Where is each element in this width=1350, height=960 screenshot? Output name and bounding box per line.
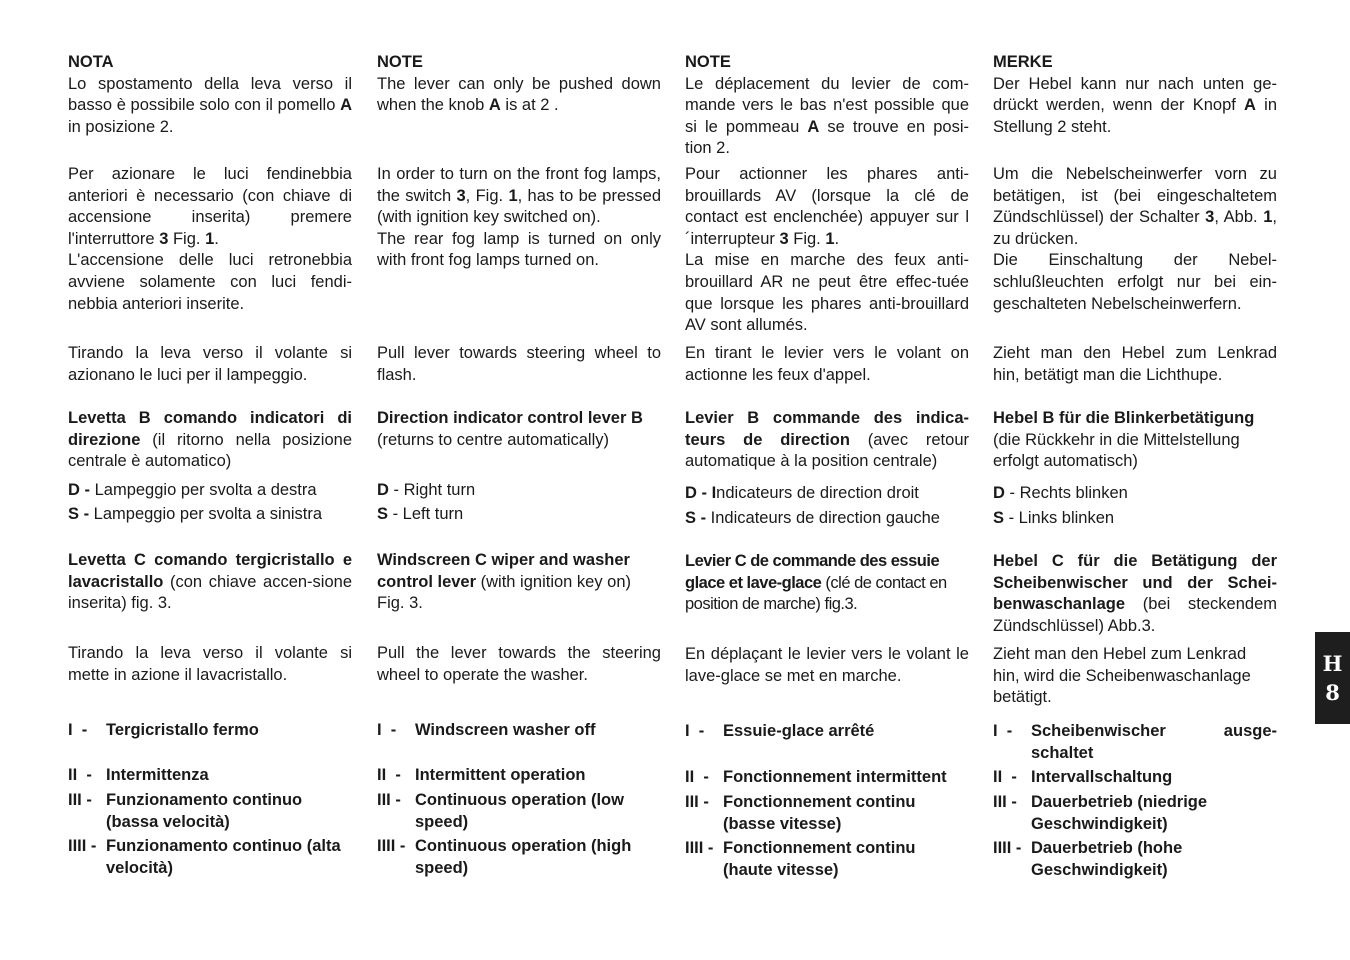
wiper-lever-text: Levier C de commande des essuie glace et lave-glace (clé de contact en position de marche) fig.3. — [685, 552, 947, 614]
rear-fog-text: The rear fog lamp is turned on only with front fog lamps turned on. — [377, 229, 661, 270]
wiper-lever-title: Levier C de commande des essuie glace et lave-glace — [685, 552, 940, 592]
left-turn-item: S - Links blinken — [993, 509, 1115, 527]
indicator-lever-text: Levetta B comando indicatori di direzione (il ritorno nella posizione centrale è automatico) — [68, 409, 352, 471]
position-item: I - Windscreen washer off — [377, 721, 596, 739]
rear-fog-text: Die Einschaltung der Nebel-schlußleuchten erfolgt nur bei ein-geschalteten Nebelscheinwerfern. — [993, 251, 1277, 313]
position-item: II - Fonctionnement intermittent — [685, 768, 947, 786]
note-block: NOTE The lever can only be pushed down when the knob A is at 2 . — [377, 53, 661, 115]
indicator-lever-text: Levier B commande des indica-teurs de direction (avec retour automatique à la position centrale) — [685, 409, 969, 471]
note-title: NOTE — [377, 53, 423, 71]
flash-text: Zieht man den Hebel zum Lenkrad hin, betätigt man die Lichthupe. — [993, 344, 1277, 384]
right-turn-item: D - Rechts blinken — [993, 484, 1128, 502]
position-item: III - Funzionamento continuo (bassa velocità) — [68, 791, 303, 831]
flash-text: Tirando la leva verso il volante si azionano le luci per il lampeggio. — [68, 344, 352, 384]
left-turn-item: S - Indicateurs de direction gauche — [685, 509, 940, 527]
indicator-lever-title: Direction indicator control lever B — [377, 409, 643, 427]
indicator-lever-title: Hebel B für die Blinkerbetätigung — [993, 409, 1255, 427]
washer-text: Zieht man den Hebel zum Lenkrad hin, wird die Scheibenwaschanlage betätigt. — [993, 645, 1251, 707]
note-title: MERKE — [993, 53, 1053, 71]
fog-lamps-text: Pour actionner les phares anti-brouillards AV (lorsque la clé de contact est enclenchée) appuyer sur l´interrupteur 3 Fig. 1. La mise en marche des feux anti-brouillard AR ne peut être effec-tuée que lorsque les phares anti-brouillard AV sont allumés. — [685, 165, 969, 335]
position-item: IIII - Funzionamento continuo (alta velocità) — [68, 837, 341, 877]
wiper-lever-title: Windscreen C wiper and washer control lever — [377, 551, 630, 591]
indicator-lever-text: Hebel B für die Blinkerbetätigung (die Rückkehr in die Mittelstellung erfolgt automatisch) — [993, 409, 1255, 471]
position-item: II - Intermittent operation — [377, 766, 586, 784]
position-item: IIII - Fonctionnement continu (haute vitesse) — [685, 839, 916, 879]
right-turn-item: D - Lampeggio per svolta a destra — [68, 481, 317, 499]
position-item: III - Dauerbetrieb (niedrige Geschwindigkeit) — [993, 793, 1208, 833]
position-item: III - Fonctionnement continu (basse vitesse) — [685, 793, 916, 833]
left-turn-item: S - Lampeggio per svolta a sinistra — [68, 505, 323, 523]
note-block: MERKE Der Hebel kann nur nach unten ge-drückt werden, wenn der Knopf A in Stellung 2 steht. — [993, 53, 1277, 136]
indicator-lever-text: Direction indicator control lever B (returns to centre automatically) — [377, 409, 643, 449]
rear-fog-text: La mise en marche des feux anti-brouillard AR ne peut être effec-tuée que lorsque les phares anti-brouillard AV sont allumés. — [685, 251, 969, 335]
position-item: IIII - Dauerbetrieb (hohe Geschwindigkeit) — [993, 839, 1183, 879]
wiper-lever-text: Levetta C comando tergicristallo e lavacristallo (con chiave accen-sione inserita) fig. 3. — [68, 551, 352, 613]
section-tab-letter: H — [1322, 651, 1343, 676]
note-block: NOTE Le déplacement du levier de com-mande vers le bas n'est possible que si le pommeau A se trouve en posi-tion 2. — [685, 53, 969, 158]
note-block: NOTA Lo spostamento della leva verso il basso è possibile solo con il pomello A in posizione 2. — [68, 53, 352, 136]
washer-text: Tirando la leva verso il volante si mette in azione il lavacristallo. — [68, 644, 352, 684]
position-item: II - Intervallschaltung — [993, 768, 1173, 786]
position-item: I - Tergicristallo fermo — [68, 721, 259, 739]
left-turn-item: S - Left turn — [377, 505, 464, 523]
position-item: I - Scheibenwischer ausge-schaltet — [993, 722, 1277, 762]
section-tab-number: 8 — [1325, 680, 1340, 705]
position-item: IIII - Continuous operation (high speed) — [377, 837, 632, 877]
wiper-lever-text: Windscreen C wiper and washer control lever (with ignition key on) Fig. 3. — [377, 551, 632, 613]
position-item: I - Essuie-glace arrêté — [685, 722, 875, 740]
fog-lamps-text: Per azionare le luci fendinebbia anteriori è necessario (con chiave di accensione inserita) premere l'interruttore 3 Fig. 1. L'accensione delle luci retronebbia avviene solamente con luci fendi-nebbia anteriori inserite. — [68, 165, 352, 313]
right-turn-item: D - Indicateurs de direction droit — [685, 484, 919, 502]
washer-text: Pull the lever towards the steering wheel to operate the washer. — [377, 644, 661, 684]
fog-lamps-text: Um die Nebelscheinwerfer vorn zu betätigen, ist (bei eingeschaltetem Zündschlüssel) der Schalter 3, Abb. 1, zu drücken. Die Einschaltung der Nebel-schlußleuchten erfolgt nur bei ein-geschalteten Nebelscheinwerfern. — [993, 165, 1277, 313]
washer-text: En déplaçant le levier vers le volant le lave-glace se met en marche. — [685, 645, 969, 685]
indicator-lever-title: Levier B commande des indica-teurs de direction — [685, 409, 969, 449]
fog-lamps-text: In order to turn on the front fog lamps, the switch 3, Fig. 1, has to be pressed (with ignition key switched on). The rear fog lamp is turned on only with front fog lamps turned on. — [377, 165, 661, 270]
position-item: II - Intermittenza — [68, 766, 209, 784]
rear-fog-text: L'accensione delle luci retronebbia avviene solamente con luci fendi-nebbia anteriori inserite. — [68, 251, 352, 313]
wiper-lever-text: Hebel C für die Betätigung der Scheibenwischer und der Schei-benwaschanlage (bei steckendem Zündschlüssel) Abb.3. — [993, 552, 1277, 635]
right-turn-item: D - Right turn — [377, 481, 476, 499]
note-title: NOTE — [685, 53, 731, 71]
position-item: III - Continuous operation (low speed) — [377, 791, 624, 831]
note-title: NOTA — [68, 53, 114, 71]
flash-text: En tirant le levier vers le volant on actionne les feux d'appel. — [685, 344, 969, 384]
indicator-lever-title: Levetta B comando indicatori di direzione — [68, 409, 352, 449]
section-tab — [1315, 632, 1350, 724]
flash-text: Pull lever towards steering wheel to flash. — [377, 344, 661, 384]
wiper-lever-title: Hebel C für die Betätigung der Scheibenwischer und der Schei-benwaschanlage — [993, 552, 1277, 614]
wiper-lever-title: Levetta C comando tergicristallo e lavacristallo — [68, 551, 352, 591]
